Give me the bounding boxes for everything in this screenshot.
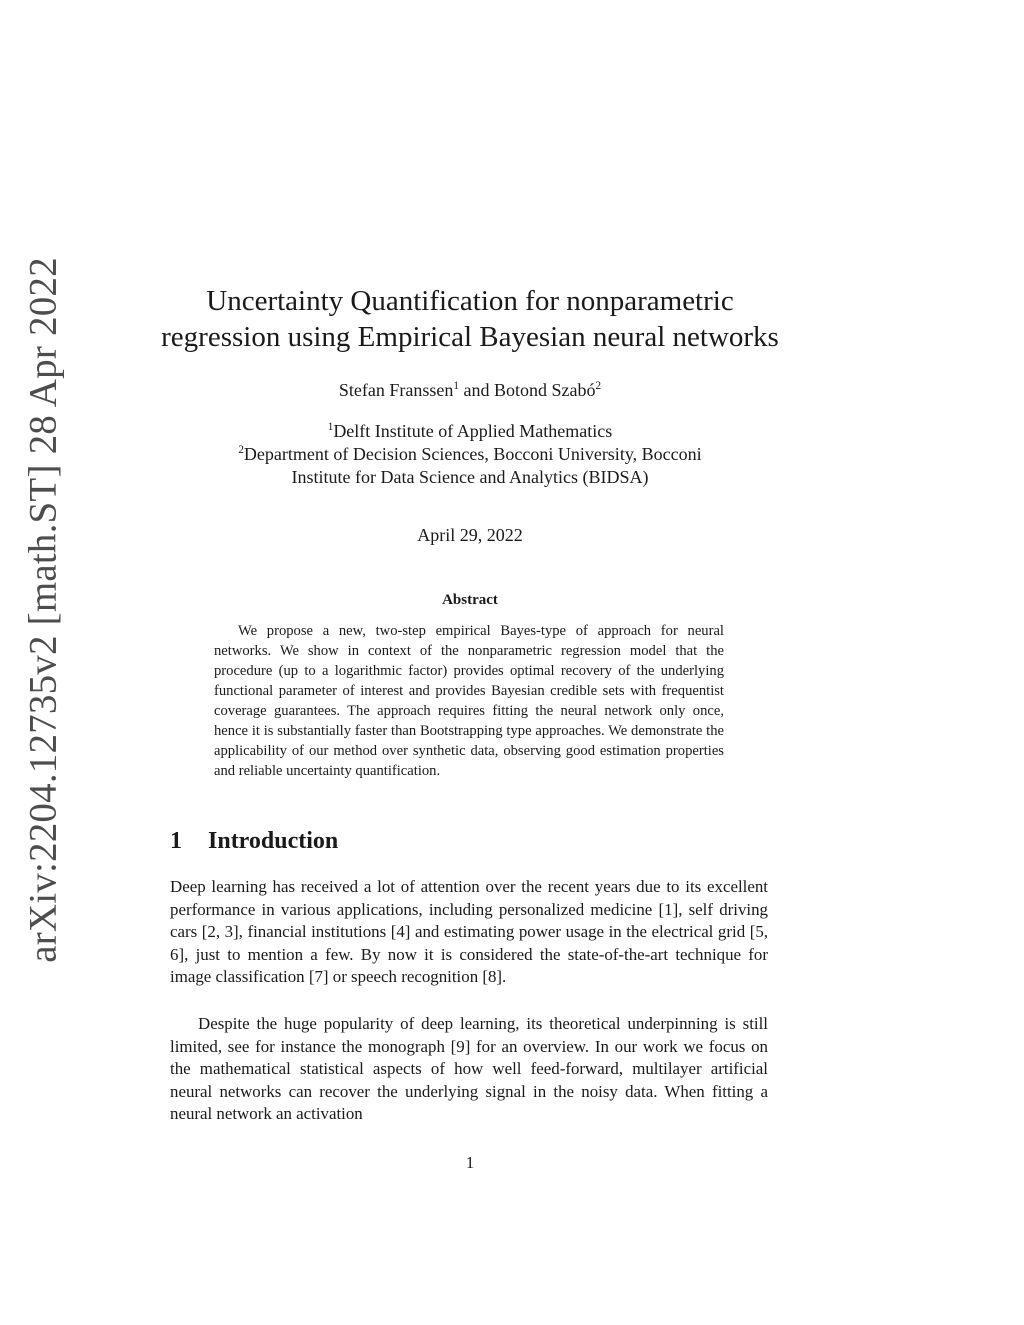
author-2-affiliation-mark: 2 [595, 380, 602, 392]
affiliation-1 [160, 420, 780, 443]
section-number: 1 [170, 828, 182, 854]
affiliations [160, 420, 780, 489]
author-list [160, 378, 780, 402]
affiliation-1-mark: 1 [327, 421, 334, 433]
title-line-2: regression using Empirical Bayesian neural networks [161, 321, 779, 353]
affiliation-2-line-1: Department of Decision Sciences, Bocconi University, Bocconi [243, 444, 702, 464]
abstract-heading: Abstract [442, 592, 498, 608]
author-1-name: Stefan Franssen [338, 380, 454, 400]
affiliation-2-continued: Institute for Data Science and Analytics (BIDSA) [291, 467, 649, 487]
paragraph-2: Despite the huge popularity of deep learning, its theoretical underpinning is still limited, see for instance the monograph [9] for an overview. In our work we focus on the mathematical statistical aspects of how well feed-forward, multilayer artificial neural networks can recover the underlying signal in the noisy data. When fitting a neural network an activation [170, 1014, 768, 1124]
section-title: Introduction [208, 828, 339, 854]
publication-date: April 29, 2022 [417, 525, 523, 545]
paper-title [160, 283, 780, 355]
arxiv-identifier: arXiv:2204.12735v2 [math.ST] 28 Apr 2022 [21, 257, 65, 963]
page-number: 1 [465, 1153, 475, 1172]
section-heading [170, 828, 338, 855]
author-1-affiliation-mark: 1 [453, 380, 459, 392]
affiliation-1-text: Delft Institute of Applied Mathematics [333, 421, 613, 441]
title-line-1: Uncertainty Quantification for nonparametric [206, 285, 734, 317]
paragraph-1: Deep learning has received a lot of attention over the recent years due to its excellent performance in various applications, including personalized medicine [1], self driving cars [2, 3], financial institutions [4] and estimating power usage in the electrical grid [5, 6], just to mention a few. By now it is considered the state-of-the-art technique for image classification [7] or speech recognition [8]. [170, 877, 768, 987]
author-conjunction: and [458, 380, 494, 400]
affiliation-2-mark: 2 [238, 444, 244, 456]
abstract-text: We propose a new, two-step empirical Bayes-type of approach for neural networks. We show in context of the nonparametric regression model that the procedure (up to a logarithmic factor) provides optimal recovery of the underlying functional parameter of interest and provides Bayesian credible sets with frequentist coverage guarantees. The approach requires fitting the neural network only once, hence it is substantially faster than Bootstrapping type approaches. We demonstrate the applicability of our method over synthetic data, observing good estimation properties and reliable uncertainty quantification. [214, 623, 724, 779]
affiliation-2 [160, 443, 780, 466]
author-2-name: Botond Szabó [493, 380, 596, 400]
